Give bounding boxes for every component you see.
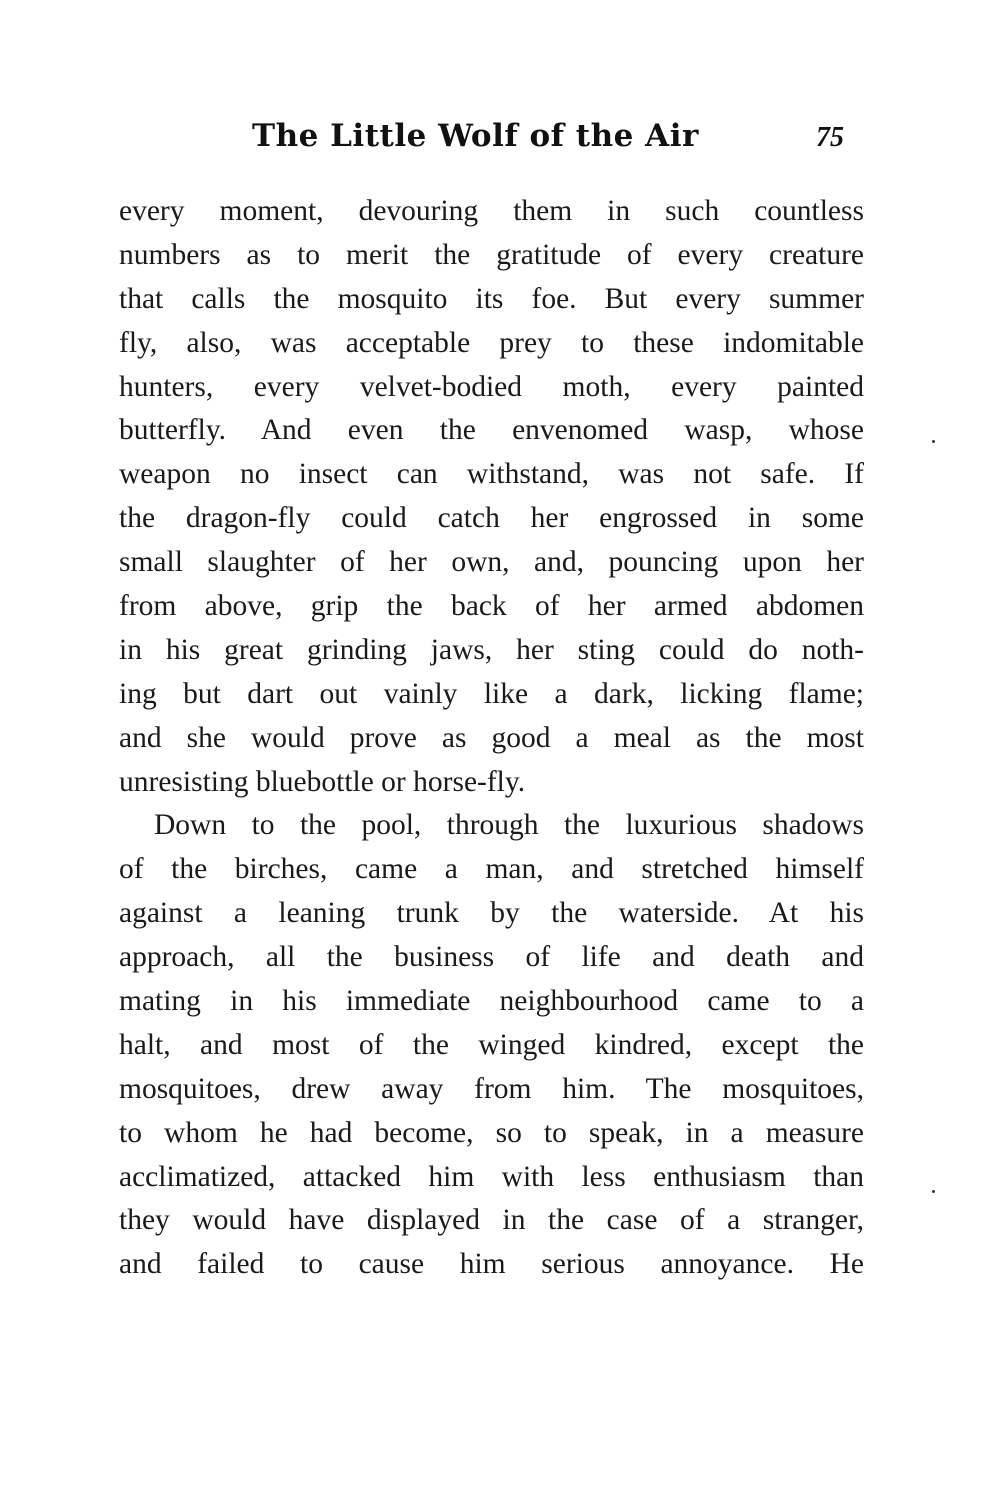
page-number: 75 <box>816 122 844 153</box>
running-head <box>0 118 1000 168</box>
text-line: acclimatized, attacked him with less enthusiasm than <box>119 1160 864 1193</box>
text-line: to whom he had become, so to speak, in a measure <box>119 1116 864 1149</box>
text-line: against a leaning trunk by the waterside. At his <box>119 897 864 930</box>
text-line: weapon no insect can withstand, was not safe. If <box>119 458 864 491</box>
paragraph-2 <box>119 804 864 1287</box>
text-line: in his great grinding jaws, her sting could do noth- <box>119 633 864 666</box>
text-line: butterfly. And even the envenomed wasp, whose <box>119 414 864 447</box>
text-line: every moment, devouring them in such countless <box>119 195 864 227</box>
text-line: ing but dart out vainly like a dark, licking flame; <box>119 677 864 710</box>
text-line: numbers as to merit the gratitude of every creature <box>119 238 864 271</box>
text-line: of the birches, came a man, and stretched himself <box>119 853 864 886</box>
text-line: small slaughter of her own, and, pouncing upon her <box>119 546 864 579</box>
text-line: and she would prove as good a meal as the most <box>119 721 864 754</box>
body-text <box>119 190 864 1287</box>
text-line: they would have displayed in the case of a stranger, <box>119 1204 864 1237</box>
text-line: that calls the mosquito its foe. But every summer <box>119 282 864 315</box>
text-line: approach, all the business of life and death and <box>119 941 864 974</box>
text-line: Down to the pool, through the luxurious shadows <box>154 809 864 842</box>
print-speck <box>932 1190 935 1193</box>
text-line: the dragon-fly could catch her engrossed in some <box>119 502 864 535</box>
text-line: mosquitoes, drew away from him. The mosquitoes, <box>119 1072 864 1105</box>
text-line: and failed to cause him serious annoyance. He <box>119 1248 864 1281</box>
running-title: The Little Wolf of the Air <box>252 118 699 154</box>
text-line: hunters, every velvet-bodied moth, every painted <box>119 370 864 403</box>
print-speck <box>932 440 935 443</box>
text-line: fly, also, was acceptable prey to these indomitable <box>119 326 864 359</box>
text-line: halt, and most of the winged kindred, except the <box>119 1028 864 1061</box>
text-line: from above, grip the back of her armed abdomen <box>119 590 864 623</box>
text-line: mating in his immediate neighbourhood came to a <box>119 985 864 1018</box>
paragraph-1 <box>119 190 864 804</box>
text-line: unresisting bluebottle or horse-fly. <box>119 765 526 798</box>
